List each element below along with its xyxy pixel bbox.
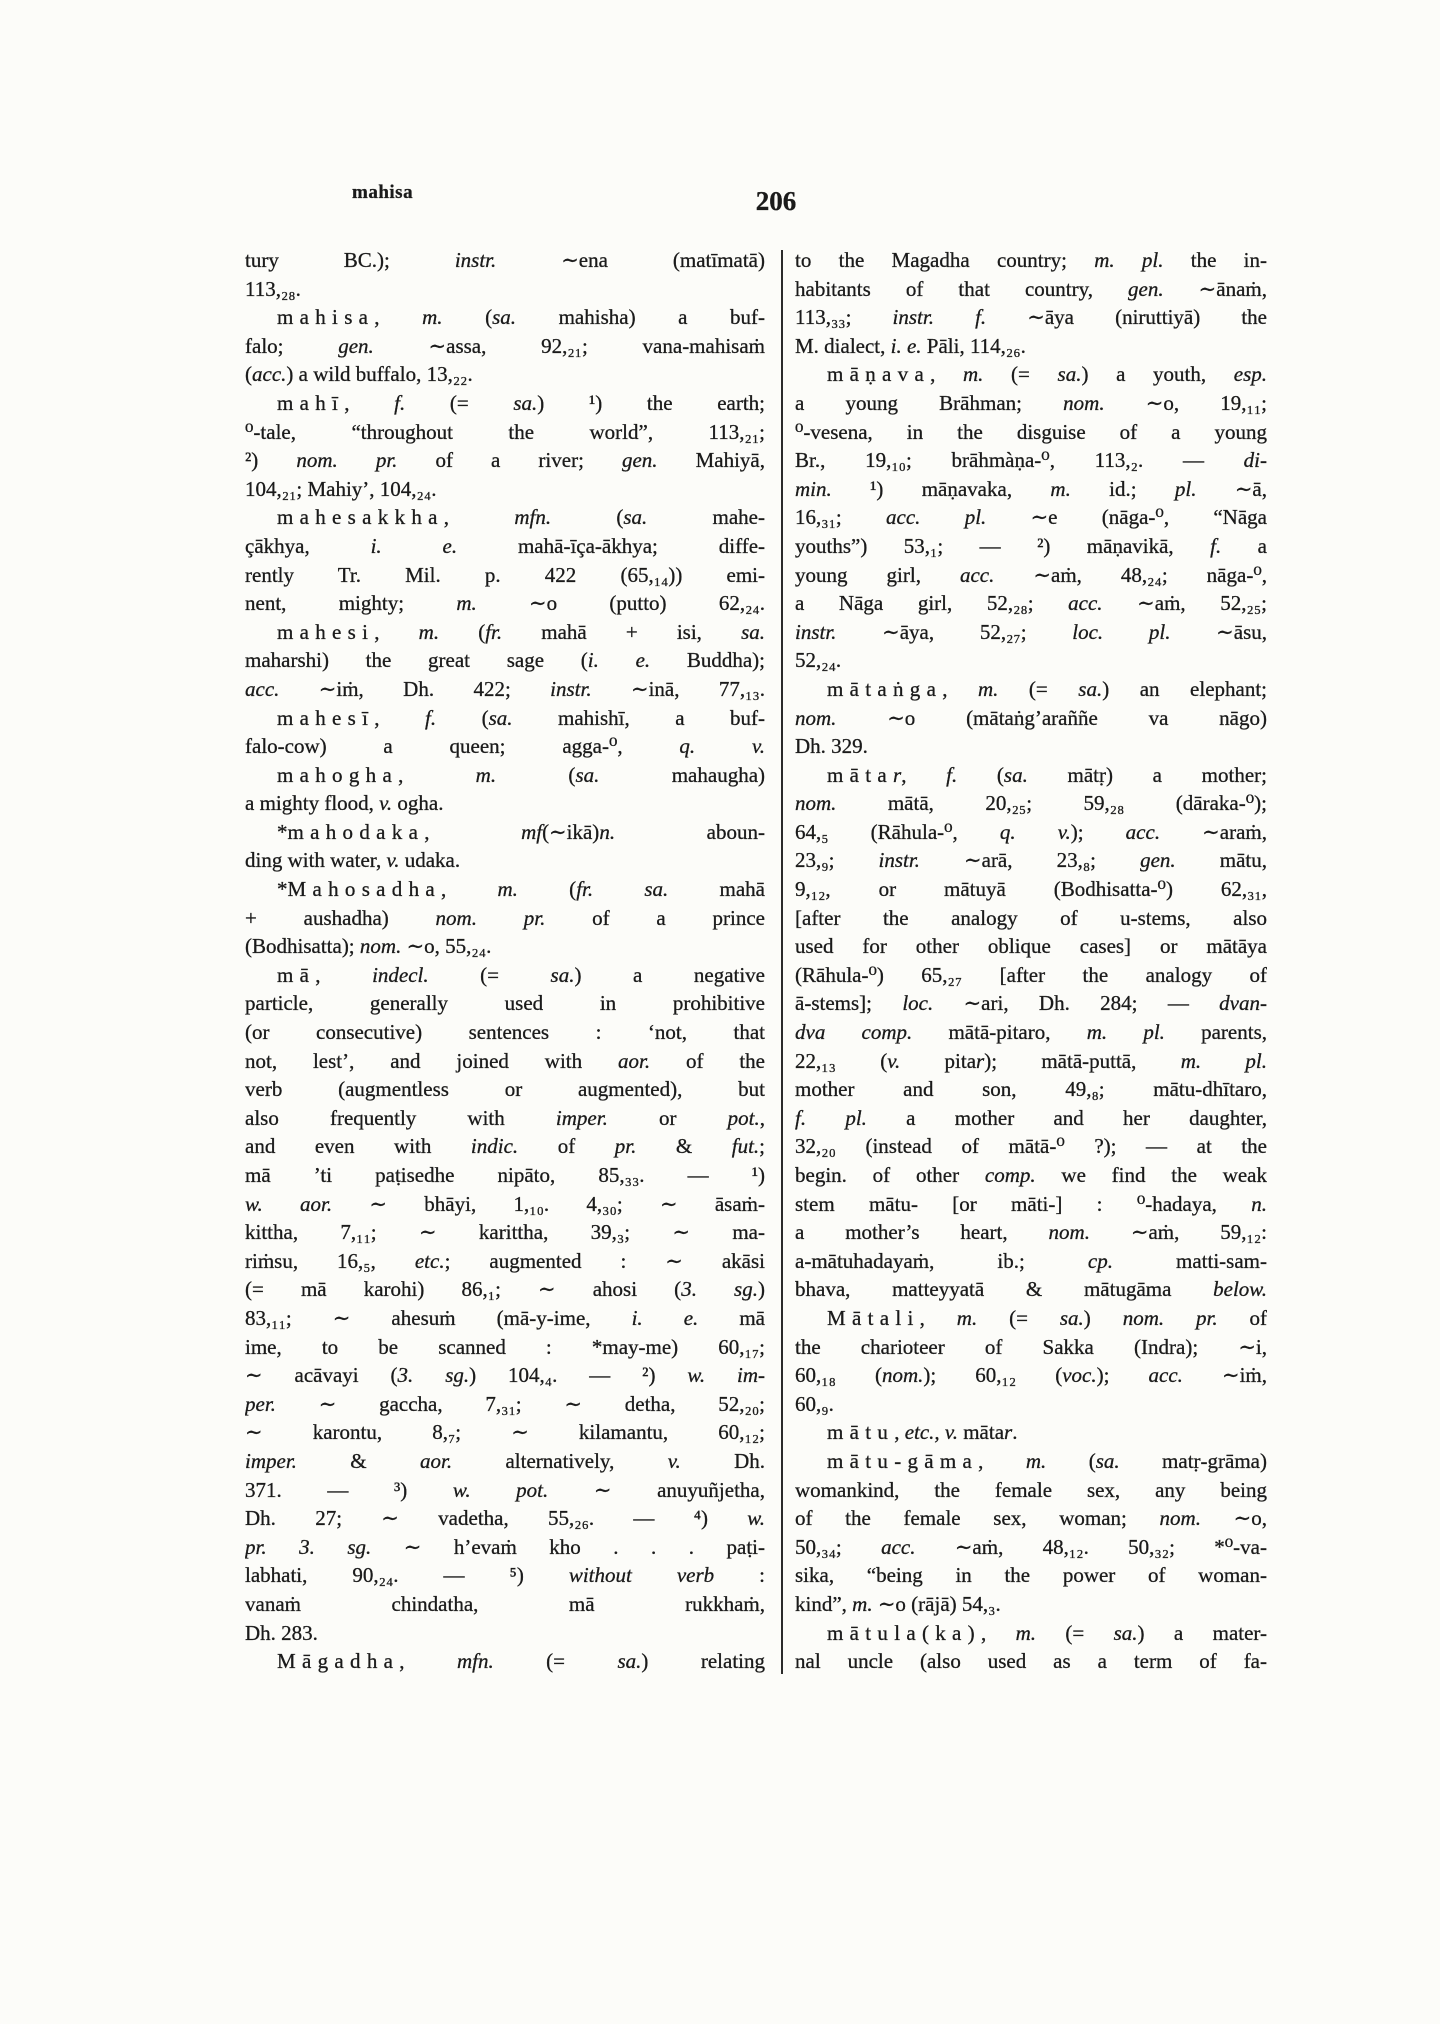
text-line: kind”, m. ∼o (rājā) 54,₃. bbox=[795, 1591, 1001, 1616]
text-line: mahesī, f. (sa. mahishī, a buf- bbox=[277, 705, 765, 730]
text-line: 83,₁₁; ∼ ahesuṁ (mā-y-ime, i. e. mā bbox=[245, 1305, 765, 1330]
text-line: per. ∼ gaccha, 7,₃₁; ∼ detha, 52,₂₀; bbox=[245, 1391, 765, 1416]
text-line: a mother’s heart, nom. ∼aṁ, 59,₁₂: bbox=[795, 1220, 1267, 1245]
text-line: ∼ acāvayi (3. sg.) 104,₄. — ²) w. im- bbox=[245, 1363, 765, 1388]
headword: mātaṅga bbox=[827, 676, 943, 701]
text-line: *mahodaka, mf(∼ikā)n. aboun- bbox=[277, 819, 765, 844]
text-line: ∼ karontu, 8,₇; ∼ kilamantu, 60,₁₂; bbox=[245, 1420, 765, 1445]
text-line: (Bodhisatta); nom. ∼o, 55,₂₄. bbox=[245, 934, 492, 959]
text-line: stem mātu- [or māti-] : ⁰-hadaya, n. bbox=[795, 1191, 1267, 1216]
text-line: (Rāhula-⁰) 65,₂₇ [after the analogy of bbox=[795, 962, 1267, 987]
headword: Mahosadha bbox=[287, 877, 442, 902]
left-column bbox=[245, 246, 765, 1676]
text-line: 23,₉; instr. ∼arā, 23,₈; gen. mātu, bbox=[795, 848, 1267, 873]
text-line: Dh. 27; ∼ vadetha, 55,₂₆. — ⁴) w. bbox=[245, 1506, 765, 1531]
text-line: ding with water, v. udaka. bbox=[245, 848, 461, 873]
text-line: pr. 3. sg. ∼ h’evaṁ kho . . . paṭi- bbox=[245, 1534, 765, 1559]
headword: mahī bbox=[277, 390, 345, 415]
text-line: mahisa, m. (sa. mahisha) a buf- bbox=[277, 305, 765, 330]
text-line: mahī, f. (= sa.) ¹) the earth; bbox=[277, 390, 765, 415]
headword: mā bbox=[277, 962, 316, 987]
text-line: ²) nom. pr. of a river; gen. Mahiyā, bbox=[245, 448, 765, 473]
headword: Mātali bbox=[827, 1305, 920, 1330]
headword: mahodaka bbox=[287, 819, 425, 844]
text-line: *Mahosadha, m. (fr. sa. mahā bbox=[277, 877, 765, 902]
text-line: a Nāga girl, 52,₂₈; acc. ∼aṁ, 52,₂₅; bbox=[795, 591, 1267, 616]
text-line: mātu, etc., v. mātar. bbox=[827, 1420, 1018, 1445]
text-line: labhati, 90,₂₄. — ⁵) without verb : bbox=[245, 1563, 765, 1588]
text-line: begin. of other comp. we find the weak bbox=[795, 1163, 1267, 1187]
right-column bbox=[795, 246, 1267, 1676]
text-line: Mātali, m. (= sa.) nom. pr. of bbox=[827, 1305, 1267, 1330]
text-line: Dh. 283. bbox=[245, 1620, 318, 1645]
text-line: min. ¹) māṇavaka, m. id.; pl. ∼ā, bbox=[795, 476, 1267, 501]
headword: mahesī bbox=[277, 705, 375, 730]
headword: mahesi bbox=[277, 619, 375, 644]
headword: mahisa bbox=[277, 305, 375, 330]
text-line: womankind, the female sex, any being bbox=[795, 1477, 1267, 1502]
headword: mātula(ka) bbox=[827, 1620, 981, 1645]
text-line: + aushadha) nom. pr. of a prince bbox=[245, 905, 765, 930]
running-head-word: mahisa bbox=[352, 182, 414, 203]
text-line: [after the analogy of u-stems, also bbox=[795, 905, 1267, 930]
text-line: māṇava, m. (= sa.) a youth, esp. bbox=[827, 362, 1267, 387]
text-line: Dh. 329. bbox=[795, 734, 868, 759]
text-line: nom. ∼o (mātaṅg’araññe va nāgo) bbox=[795, 705, 1267, 730]
text-line: mahesi, m. (fr. mahā + isi, sa. bbox=[277, 619, 765, 644]
text-line: verb (augmentless or augmented), but bbox=[245, 1077, 765, 1102]
text-line: also frequently with imper. or pot., bbox=[245, 1105, 765, 1130]
text-line: instr. ∼āya, 52,₂₇; loc. pl. ∼āsu, bbox=[795, 619, 1267, 644]
text-line: 22,₁₃ (v. pitar); mātā-puttā, m. pl. bbox=[795, 1048, 1267, 1073]
text-line: (= mā karohi) 86,₁; ∼ ahosi (3. sg.) bbox=[245, 1277, 765, 1302]
text-line: rently Tr. Mil. p. 422 (65,₁₄)) emi- bbox=[245, 562, 765, 587]
text-line: maharshi) the great sage (i. e. Buddha); bbox=[245, 648, 765, 673]
text-line: kittha, 7,₁₁; ∼ karittha, 39,₃; ∼ ma- bbox=[245, 1220, 765, 1245]
headword: mahesakkha bbox=[277, 505, 444, 530]
text-line: ⁰-vesena, in the disguise of a young bbox=[795, 419, 1267, 444]
text-line: 371. — ³) w. pot. ∼ anuyuñjetha, bbox=[245, 1477, 765, 1502]
text-line: mahogha, m. (sa. mahaugha) bbox=[277, 762, 765, 787]
text-line: imper. & aor. alternatively, v. Dh. bbox=[245, 1448, 765, 1473]
text-line: 60,₁₈ (nom.); 60,₁₂ (voc.); acc. ∼iṁ, bbox=[795, 1363, 1267, 1388]
text-line: 50,₃₄; acc. ∼aṁ, 48,₁₂. 50,₃₂; *⁰-va- bbox=[795, 1534, 1267, 1559]
text-line: a mighty flood, v. ogha. bbox=[245, 791, 444, 816]
headword: māṇava bbox=[827, 362, 931, 387]
text-line: dva comp. mātā-pitaro, m. pl. parents, bbox=[795, 1020, 1267, 1045]
text-line: ⁰-tale, “throughout the world”, 113,₂₁; bbox=[245, 419, 765, 444]
text-line: particle, generally used in prohibitive bbox=[245, 991, 765, 1016]
text-line: ime, to be scanned : *may-me) 60,₁₇; bbox=[245, 1334, 765, 1359]
text-line: çākhya, i. e. mahā-īça-ākhya; diffe- bbox=[245, 533, 765, 558]
text-line: a-mātuhadayaṁ, ib.; cp. matti-sam- bbox=[795, 1248, 1267, 1273]
text-line: the charioteer of Sakka (Indra); ∼i, bbox=[795, 1334, 1267, 1359]
text-line: ā-stems]; loc. ∼ari, Dh. 284; — dvan- bbox=[795, 991, 1267, 1016]
headword: Māgadha bbox=[277, 1649, 400, 1674]
page-number: 206 bbox=[755, 186, 797, 216]
text-line: used for other oblique cases] or mātāya bbox=[795, 934, 1267, 959]
text-line: w. aor. ∼ bhāyi, 1,₁₀. 4,₃₀; ∼ āsaṁ- bbox=[245, 1191, 765, 1216]
text-line: tury BC.); instr. ∼ena (matīmatā) bbox=[245, 248, 765, 272]
text-line: f. pl. a mother and her daughter, bbox=[795, 1105, 1267, 1130]
text-line: mother and son, 49,₈; mātu-dhītaro, bbox=[795, 1077, 1267, 1102]
headword: mātu-gāma bbox=[827, 1448, 979, 1473]
text-line: bhava, matteyyatā & mātugāma below. bbox=[795, 1277, 1267, 1302]
text-line: mā, indecl. (= sa.) a negative bbox=[277, 962, 765, 987]
text-line: 113,₃₃; instr. f. ∼āya (niruttiyā) the bbox=[795, 305, 1267, 330]
text-line: to the Magadha country; m. pl. the in- bbox=[795, 248, 1267, 272]
headword: mahogha bbox=[277, 762, 399, 787]
text-line: 16,₃₁; acc. pl. ∼e (nāga-⁰, “Nāga bbox=[795, 505, 1267, 530]
text-line: 9,₁₂, or mātuyā (Bodhisatta-⁰) 62,₃₁, bbox=[795, 877, 1267, 902]
text-line: mātu-gāma, m. (sa. matṛ-grāma) bbox=[827, 1448, 1267, 1473]
headword: mātu bbox=[827, 1420, 895, 1445]
text-line: (or consecutive) sentences : ‘not, that bbox=[245, 1020, 765, 1045]
text-line: 104,₂₁; Mahiy’, 104,₂₄. bbox=[245, 476, 437, 501]
text-line: nom. mātā, 20,₂₅; 59,₂₈ (dāraka-⁰); bbox=[795, 791, 1267, 816]
text-line: mātaṅga, m. (= sa.) an elephant; bbox=[827, 676, 1267, 701]
text-line: nal uncle (also used as a term of fa- bbox=[795, 1649, 1267, 1674]
text-line: Māgadha, mfn. (= sa.) relating bbox=[277, 1649, 765, 1674]
text-line: 113,₂₈. bbox=[245, 276, 301, 301]
text-line: youths”) 53,₁; — ²) māṇavikā, f. a bbox=[795, 533, 1267, 558]
column-divider-rule bbox=[781, 250, 783, 1674]
text-line: not, lest’, and joined with aor. of the bbox=[245, 1048, 765, 1073]
text-line: vanaṁ chindatha, mā rukkhaṁ, bbox=[245, 1591, 765, 1616]
text-line: a young Brāhman; nom. ∼o, 19,₁₁; bbox=[795, 390, 1267, 415]
text-line: mahesakkha, mfn. (sa. mahe- bbox=[277, 505, 765, 530]
text-line: falo-cow) a queen; agga-⁰, q. v. bbox=[245, 734, 765, 759]
text-line: mā ’ti paṭisedhe nipāto, 85,₃₃. — ¹) bbox=[245, 1163, 765, 1187]
text-line: M. dialect, i. e. Pāli, 114,₂₆. bbox=[795, 333, 1026, 358]
text-line: 52,₂₄. bbox=[795, 648, 842, 673]
text-line: and even with indic. of pr. & fut.; bbox=[245, 1134, 765, 1159]
text-line: (acc.) a wild buffalo, 13,₂₂. bbox=[245, 362, 473, 387]
headword: māta bbox=[827, 762, 894, 787]
text-line: nent, mighty; m. ∼o (putto) 62,₂₄. bbox=[245, 591, 765, 616]
text-line: of the female sex, woman; nom. ∼o, bbox=[795, 1506, 1267, 1531]
text-line: acc. ∼iṁ, Dh. 422; instr. ∼inā, 77,₁₃. bbox=[245, 676, 765, 701]
text-line: riṁsu, 16,₅, etc.; augmented : ∼ akāsi bbox=[245, 1248, 765, 1273]
text-line: Br., 19,₁₀; brāhmàṇa-⁰, 113,₂. — di- bbox=[795, 448, 1267, 473]
text-line: mātula(ka), m. (= sa.) a mater- bbox=[827, 1620, 1267, 1645]
text-line: 60,₉. bbox=[795, 1391, 834, 1416]
text-line: 64,₅ (Rāhula-⁰, q. v.); acc. ∼araṁ, bbox=[795, 819, 1267, 844]
text-line: mātar, f. (sa. mātṛ) a mother; bbox=[827, 762, 1267, 787]
text-line: young girl, acc. ∼aṁ, 48,₂₄; nāga-⁰, bbox=[795, 562, 1267, 587]
text-line: habitants of that country, gen. ∼ānaṁ, bbox=[795, 276, 1267, 301]
text-line: 32,₂₀ (instead of mātā-⁰ ?); — at the bbox=[795, 1134, 1267, 1159]
text-line: sika, “being in the power of woman- bbox=[795, 1563, 1267, 1588]
text-line: falo; gen. ∼assa, 92,₂₁; vana-mahisaṁ bbox=[245, 333, 765, 358]
